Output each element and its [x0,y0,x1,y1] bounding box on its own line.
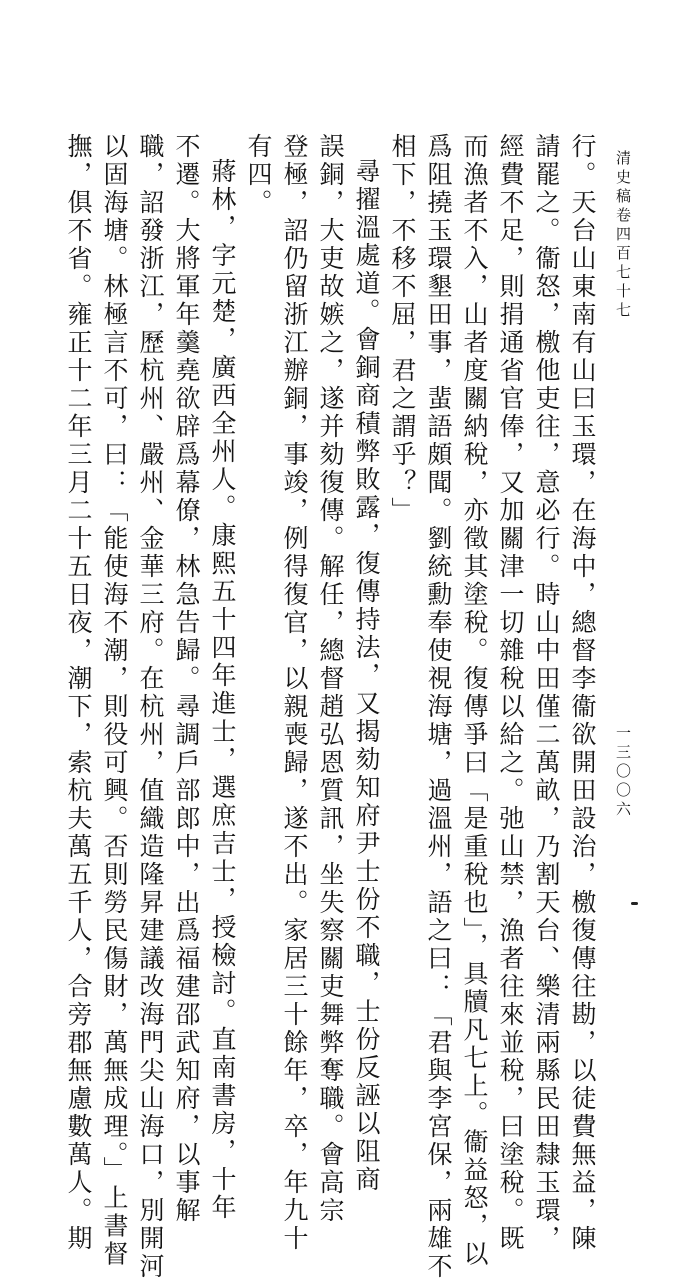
text-column: 經費不足，則捐通省官俸，又加關津一切雜稅以給之。弛山禁，漁者往來並稅，曰塗稅。既 [496,133,525,1253]
text-column: 以固海塘。林極言不可，曰：「能使海不潮，則役可興。否則勞民傷財，萬無成理。」上書督 [100,133,129,1269]
text-column: 撫，俱不省。雍正十二年三月二十五日夜，潮下，索杭夫萬五千人，合旁郡無慮數萬人。期 [64,133,93,1253]
page-number: 一三〇〇六 [614,725,632,820]
text-column: 不遷。大將軍年羹堯欲辟爲幕僚，林急告歸。尋調戶部郎中，出爲福建邵武知府，以事解 [172,133,201,1225]
text-column: 爲阻撓玉環墾田事，蜚語頗聞。劉統勳奉使視海塘，過溫州，語之曰：「君與李宮保，兩雄不 [424,133,453,1281]
text-column: 職，詔發浙江，歷杭州、嚴州、金華三府。在杭州，值織造隆昇建議改海門尖山海口，別開河 [136,133,165,1281]
text-column: 行。天台山東南有山曰玉環，在海中，總督李衞欲開田設治，檄復傳往勘，以徒費無益，陳 [568,133,597,1253]
text-column: 相下，不移不屈，君之謂乎？」 [388,133,417,525]
running-header: 清史稿卷四百七十七 [614,150,632,321]
paragraph-start-column: 尋擢溫處道。會銅商積弊敗露，復傳持法，又揭劾知府尹士份不職，士份反誣以阻商 [352,158,381,1194]
ink-mark [631,902,638,905]
text-column: 而漁者不入，山者度關納稅，亦徵其塗稅。復傳爭曰「是重稅也」，具牘凡七上。衞益怒，以 [460,133,489,1269]
text-column: 登極，詔仍留浙江辦銅，事竣，例得復官，以親喪歸，遂不出。家居三十餘年，卒，年九十 [280,133,309,1253]
text-column: 有四。 [244,133,273,217]
main-text [55,133,600,1281]
paragraph-start-column: 蔣林，字元楚，廣西全州人。康熙五十四年進士，選庶吉士，授檢討。直南書房，十年 [208,158,237,1222]
text-column: 誤銅，大吏故嫉之，遂并劾復傳。解任，總督趙弘恩質訊，坐失察關吏舞弊奪職。會高宗 [316,133,345,1225]
text-column: 請罷之。衞怒，檄他吏往，意必行。時山中田僅二萬畝，乃割天台、樂清兩縣民田隸玉環， [532,133,561,1253]
